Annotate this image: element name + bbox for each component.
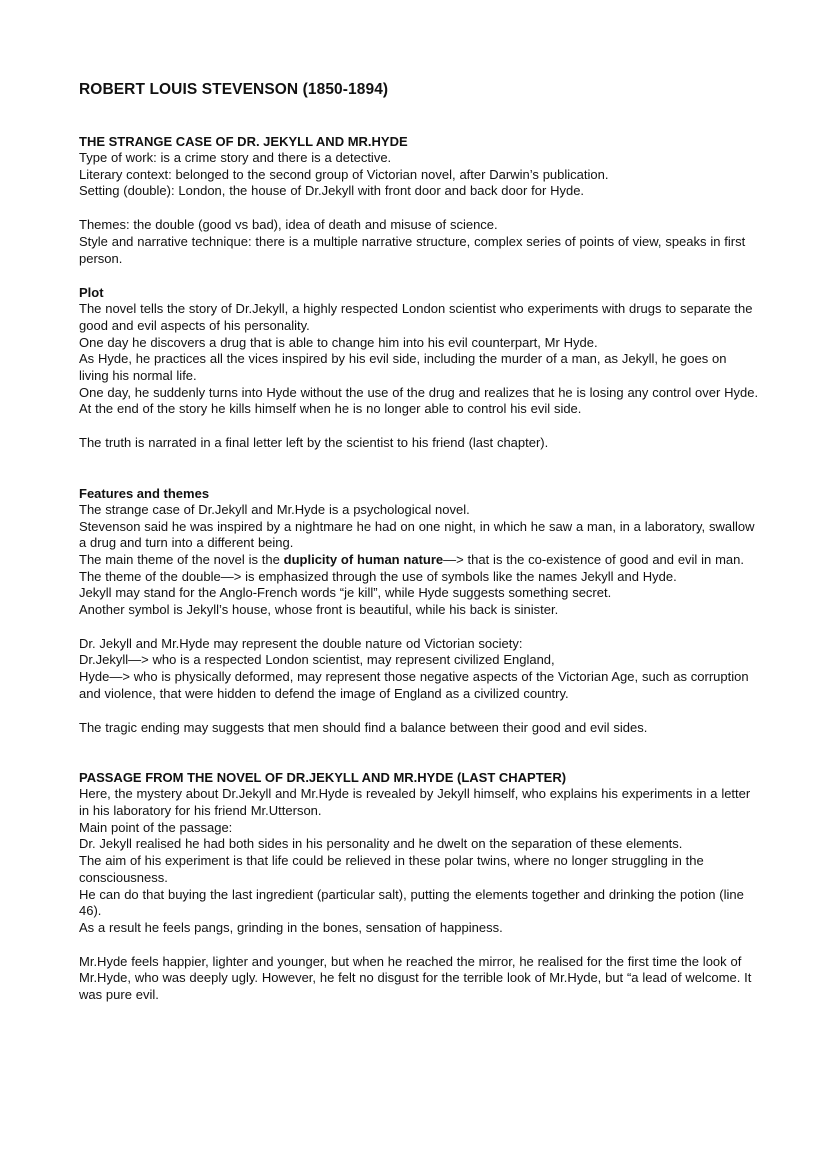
plot-paragraph: The novel tells the story of Dr.Jekyll, a highly respected London scientist who experiments with drugs to separate the good and evil aspects of his personality. (79, 301, 753, 333)
passage-paragraph: Mr.Hyde feels happier, lighter and younger, but when he reached the mirror, he realised for the first time the look of Mr.Hyde, who was deeply ugly. However, he felt no disgust for the terrible look of Mr.Hyde, but “a lead of welcome. It was pure evil. (79, 953, 752, 1003)
features-paragraph: Jekyll may stand for the Anglo-French words “je kill”, while Hyde suggests something secret. (79, 585, 612, 601)
passage-section (79, 769, 759, 1003)
features-paragraph: The tragic ending may suggests that men should find a balance between their good and evil sides. (79, 719, 648, 735)
features-section (79, 485, 759, 736)
features-paragraph: Hyde—> who is physically deformed, may represent those negative aspects of the Victorian Age, such as corruption and violence, that were hidden to defend the image of England as a civilized country. (79, 669, 749, 701)
features-paragraph: Dr. Jekyll and Mr.Hyde may represent the double nature od Victorian society: (79, 635, 523, 651)
features-paragraph: The strange case of Dr.Jekyll and Mr.Hyde is a psychological novel. (79, 501, 470, 517)
document-title: ROBERT LOUIS STEVENSON (1850-1894) (79, 81, 389, 98)
passage-paragraph: Main point of the passage: (79, 819, 233, 835)
main-theme-pre: The main theme of the novel is the (79, 551, 284, 567)
intro-heading: THE STRANGE CASE OF DR. JEKYLL AND MR.HYDE (79, 134, 408, 149)
main-theme-bold: duplicity of human nature (283, 551, 444, 567)
setting-text: Setting (double): London, the house of Dr.Jekyll with front door and back door for Hyde. (79, 183, 585, 199)
literary-context-text: Literary context: belonged to the second group of Victorian novel, after Darwin’s publication. (79, 166, 609, 182)
features-paragraph: The theme of the double—> is emphasized through the use of symbols like the names Jekyll and Hyde. (79, 568, 677, 584)
plot-paragraph: One day he discovers a drug that is able to change him into his evil counterpart, Mr Hyde. (79, 334, 598, 350)
main-theme-post: —> that is the co-existence of good and evil in man. (443, 551, 744, 567)
plot-section (79, 284, 759, 452)
plot-paragraph: One day, he suddenly turns into Hyde without the use of the drug and realizes that he is losing any control over Hyde. (79, 384, 759, 400)
passage-paragraph: As a result he feels pangs, grinding in the bones, sensation of happiness. (79, 919, 503, 935)
intro-section (79, 133, 759, 267)
features-paragraph: Another symbol is Jekyll’s house, whose front is beautiful, while his back is sinister. (79, 602, 559, 618)
plot-paragraph: The truth is narrated in a final letter left by the scientist to his friend (last chapter). (79, 435, 549, 451)
passage-paragraph: He can do that buying the last ingredient (particular salt), putting the elements together and drinking the potion (line 46). (79, 886, 744, 919)
passage-heading: PASSAGE FROM THE NOVEL OF DR.JEKYLL AND MR.HYDE (LAST CHAPTER) (79, 770, 567, 786)
document-page (79, 79, 759, 1004)
passage-paragraph: Dr. Jekyll realised he had both sides in his personality and he dwelt on the separation of these elements. (79, 836, 683, 852)
features-paragraph: Dr.Jekyll—> who is a respected London scientist, may represent civilized England, (79, 652, 555, 668)
plot-paragraph: At the end of the story he kills himself when he is no longer able to control his evil side. (79, 401, 582, 417)
features-paragraph: Stevenson said he was inspired by a nightmare he had on one night, in which he saw a man, in a laboratory, swallow a drug and turn into a different being. (79, 518, 755, 551)
plot-heading: Plot (79, 285, 104, 301)
style-text: Style and narrative technique: there is a multiple narrative structure, complex series of points of view, speaks in first person. (79, 233, 746, 266)
features-paragraph-main-theme (79, 552, 759, 569)
passage-paragraph: Here, the mystery about Dr.Jekyll and Mr.Hyde is revealed by Jekyll himself, who explains his experiments in a letter in his laboratory for his friend Mr.Utterson. (79, 786, 751, 818)
passage-paragraph: The aim of his experiment is that life could be relieved in these polar twins, where no longer struggling in the consciousness. (79, 853, 704, 885)
features-heading: Features and themes (79, 485, 210, 501)
type-of-work-text: Type of work: is a crime story and there is a detective. (79, 150, 392, 165)
themes-text: Themes: the double (good vs bad), idea of death and misuse of science. (79, 217, 498, 233)
plot-paragraph: As Hyde, he practices all the vices inspired by his evil side, including the murder of a man, as Jekyll, he goes on living his normal life. (79, 351, 727, 384)
